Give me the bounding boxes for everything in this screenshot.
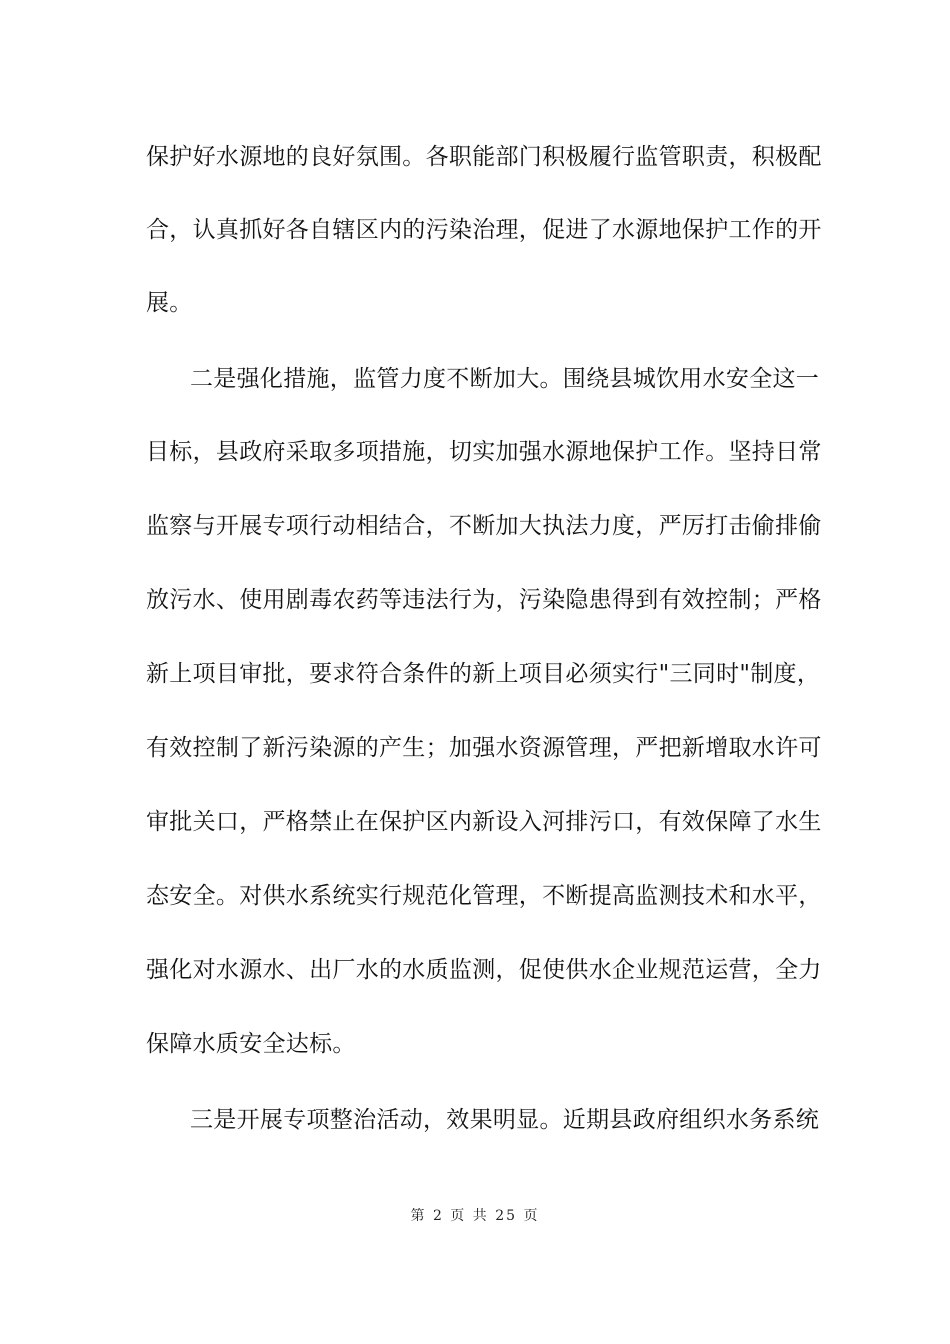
text-line: 监察与开展专项行动相结合，不断加大执法力度，严厉打击偷排偷 bbox=[146, 513, 822, 539]
text-line: 有效控制了新污染源的产生；加强水资源管理，严把新增取水许可 bbox=[146, 735, 822, 761]
text-line: 保障水质安全达标。 bbox=[146, 1031, 356, 1057]
text-line: 保护好水源地的良好氛围。各职能部门积极履行监管职责，积极配 bbox=[146, 144, 822, 170]
paragraph-start-line: 二是强化措施，监管力度不断加大。围绕县城饮用水安全这一 bbox=[190, 366, 820, 392]
text-line: 合，认真抓好各自辖区内的污染治理，促进了水源地保护工作的开 bbox=[146, 217, 822, 243]
text-line: 展。 bbox=[146, 290, 193, 316]
text-line: 新上项目审批，要求符合条件的新上项目必须实行"三同时"制度， bbox=[146, 661, 821, 687]
text-line: 强化对水源水、出厂水的水质监测，促使供水企业规范运营，全力 bbox=[146, 957, 822, 983]
text-line: 目标，县政府采取多项措施，切实加强水源地保护工作。坚持日常 bbox=[146, 439, 822, 465]
text-line: 态安全。对供水系统实行规范化管理，不断提高监测技术和水平， bbox=[146, 883, 822, 909]
text-line: 放污水、使用剧毒农药等违法行为，污染隐患得到有效控制；严格 bbox=[146, 587, 822, 613]
paragraph-start-line: 三是开展专项整治活动，效果明显。近期县政府组织水务系统 bbox=[190, 1107, 820, 1133]
text-line: 审批关口，严格禁止在保护区内新设入河排污口，有效保障了水生 bbox=[146, 809, 822, 835]
page-number-footer: 第 2 页 共 25 页 bbox=[410, 1208, 540, 1224]
